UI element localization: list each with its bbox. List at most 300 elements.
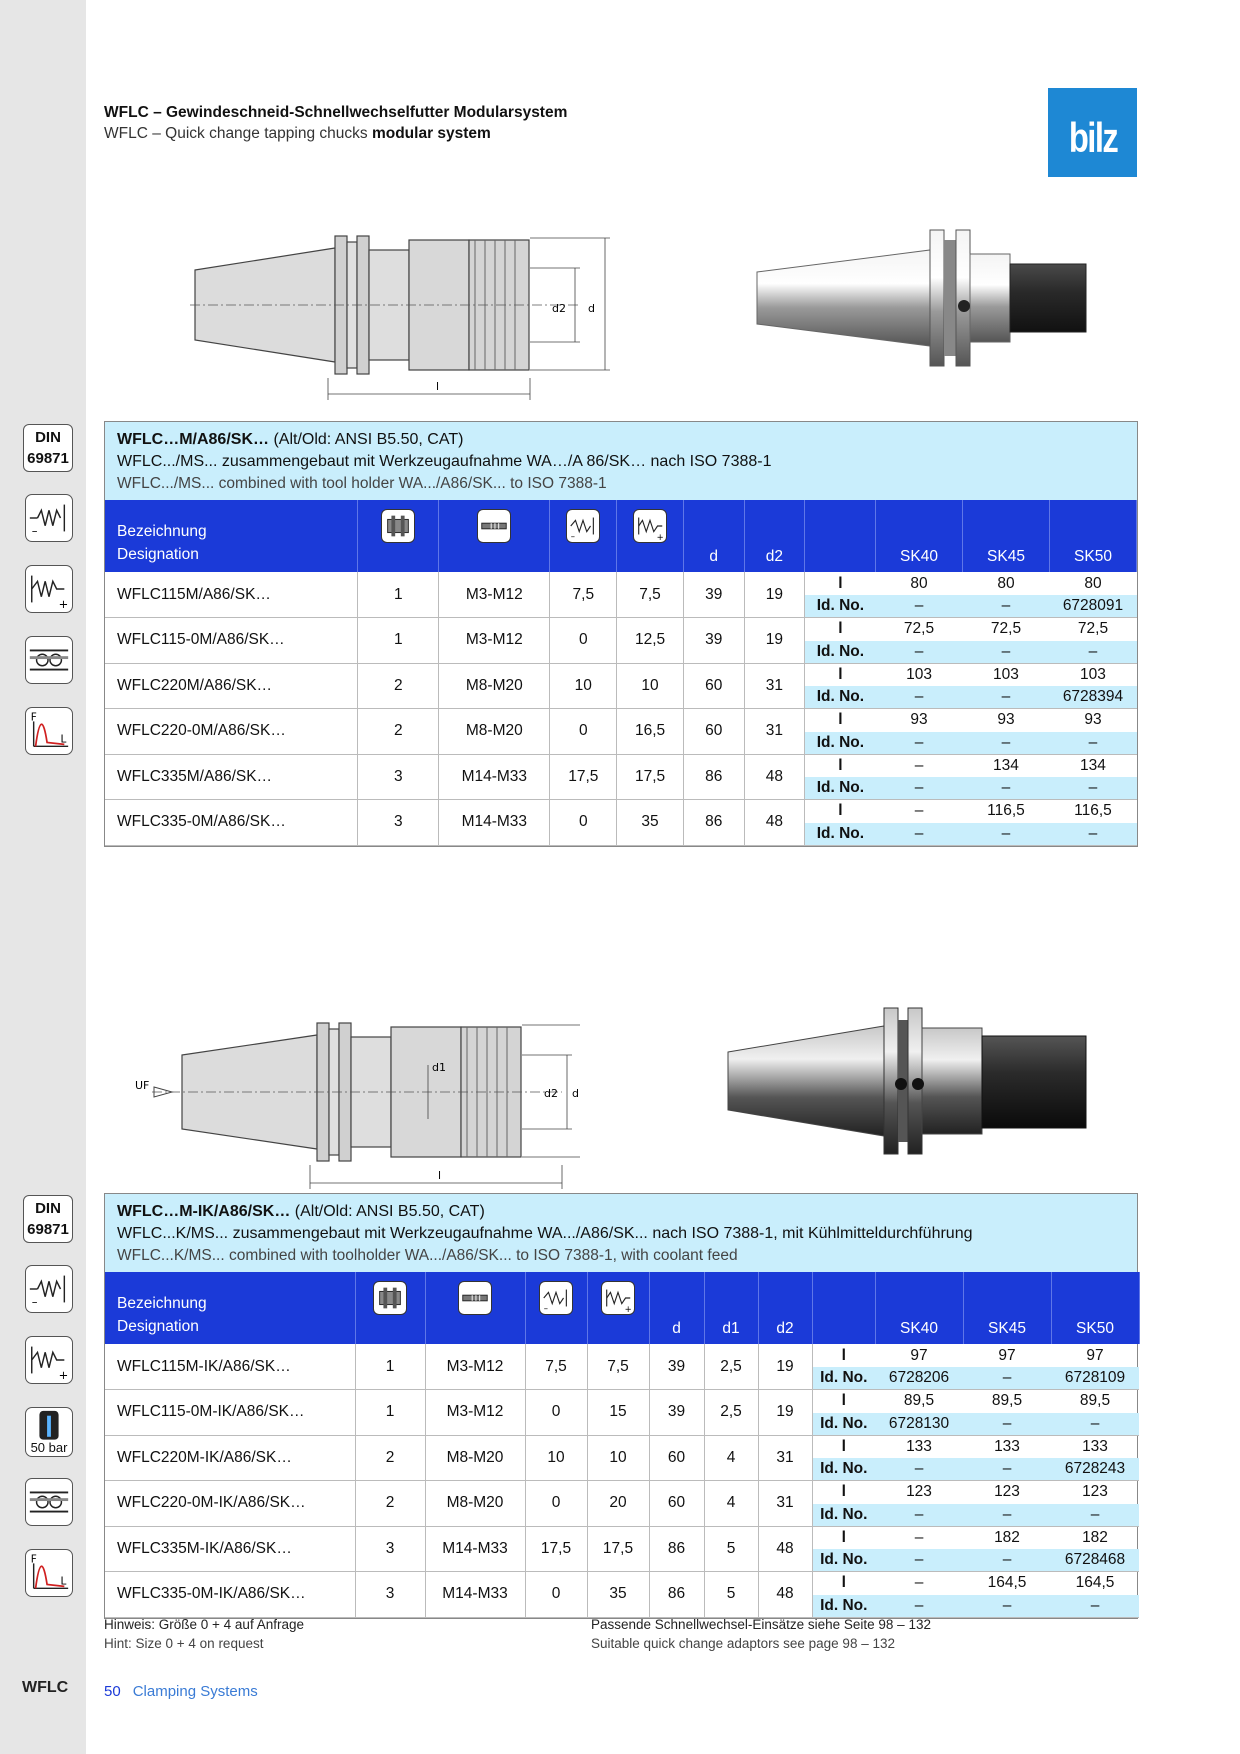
id-number: – <box>963 1367 1051 1390</box>
length-value: 80 <box>1084 574 1102 592</box>
id-number: – <box>876 732 963 755</box>
svg-text:+: + <box>58 1368 69 1383</box>
size-cell: 2 <box>358 709 439 755</box>
size-cell: 3 <box>358 754 439 800</box>
svg-text:–: – <box>571 531 576 542</box>
id-number: – <box>876 686 963 709</box>
designation-cell: WFLC220-0M-IK/A86/SK… <box>105 1481 355 1527</box>
id-number: – <box>1049 641 1136 664</box>
designation-cell: WFLC335-0M-IK/A86/SK… <box>105 1572 355 1618</box>
svg-text:+: + <box>624 1304 632 1314</box>
sk45-header: SK45 <box>963 500 1050 572</box>
d2-cell: 31 <box>744 709 805 755</box>
ball-drive-icon <box>25 636 73 684</box>
length-label: l <box>841 1574 846 1592</box>
chuck-size-icon <box>373 1281 407 1315</box>
id-label: Id. No. <box>805 686 876 709</box>
label-header <box>805 500 876 572</box>
c-cell: 0 <box>525 1572 587 1618</box>
length-label: l <box>838 620 843 638</box>
length-value: 89,5 <box>991 1392 1023 1410</box>
table-row <box>105 754 1137 777</box>
length-value: 97 <box>910 1346 928 1364</box>
size-cell: 2 <box>355 1435 425 1481</box>
uf-label: UF <box>135 1079 150 1092</box>
designation-cell: WFLC220M/A86/SK… <box>105 663 358 709</box>
length-value: 116,5 <box>987 802 1025 820</box>
d1-header: d1 <box>704 1272 758 1344</box>
section-title: WFLC…M/A86/SK… (Alt/Old: ANSI B5.50, CAT) <box>117 431 464 448</box>
designation-cell: WFLC335M-IK/A86/SK… <box>105 1526 355 1572</box>
id-number: – <box>1051 1413 1139 1436</box>
length-value: 123 <box>994 1483 1020 1501</box>
length-value: – <box>914 802 924 820</box>
id-number: – <box>875 1595 963 1618</box>
svg-text:–: – <box>31 524 38 539</box>
id-number: – <box>1049 823 1136 846</box>
length-value: 72,5 <box>990 620 1022 638</box>
bilz-logo: bilz <box>1048 88 1137 177</box>
c-cell: 0 <box>525 1481 587 1527</box>
range-cell: M3-M12 <box>439 618 550 664</box>
id-number: – <box>876 641 963 664</box>
length-value: – <box>914 1574 924 1592</box>
id-number: – <box>963 641 1050 664</box>
length-value: 182 <box>994 1528 1020 1546</box>
range-cell: M14-M33 <box>439 754 550 800</box>
t-cell: 35 <box>617 800 684 846</box>
id-number: – <box>963 595 1050 618</box>
size-cell: 1 <box>358 618 439 664</box>
adaptor-note-de: Passende Schnellwechsel-Einsätze siehe Seite 98 – 132 <box>591 1617 931 1632</box>
dim-d2-label: d2 <box>552 302 566 315</box>
d-cell: 86 <box>649 1526 704 1572</box>
section-header <box>105 1194 1137 1272</box>
t-cell: 17,5 <box>587 1526 649 1572</box>
technical-drawing-top <box>190 228 630 403</box>
expansion-icon <box>25 1336 73 1384</box>
section-desc-de: WFLC...K/MS... zusammengebaut mit Werkzeugaufnahme WA.../A86/SK... nach ISO 7388-1, mit Kühlmitteldurchführung <box>117 1225 973 1242</box>
tap-icon <box>458 1281 492 1315</box>
section-desc-en: WFLC...K/MS... combined with toolholder WA.../A86/SK... to ISO 7388-1, with coolant feed <box>117 1247 738 1264</box>
designation-cell: WFLC220-0M/A86/SK… <box>105 709 358 755</box>
c-cell: 7,5 <box>525 1344 587 1390</box>
force-length-icon <box>25 707 73 755</box>
table-row <box>105 709 1137 732</box>
id-number: – <box>1049 777 1136 800</box>
dim-l-label: l <box>436 380 440 393</box>
id-label: Id. No. <box>805 595 876 618</box>
document-title <box>104 102 567 144</box>
range-cell: M8-M20 <box>439 663 550 709</box>
dim-l-label: l <box>438 1169 442 1182</box>
sk50-header: SK50 <box>1051 1272 1139 1344</box>
thread-range-header <box>425 1272 525 1344</box>
compression-icon <box>25 494 73 542</box>
coolant-pressure-icon <box>25 1407 73 1457</box>
size-header <box>355 1272 425 1344</box>
c-cell: 17,5 <box>525 1526 587 1572</box>
d2-header: d2 <box>744 500 805 572</box>
id-label: Id. No. <box>805 823 876 846</box>
title-en: WFLC – Quick change tapping chucks modular system <box>104 125 491 142</box>
length-value: 93 <box>997 711 1015 729</box>
range-cell: M3-M12 <box>425 1390 525 1436</box>
d2-cell: 48 <box>744 754 805 800</box>
id-number: – <box>963 1595 1051 1618</box>
sk40-header: SK40 <box>875 1272 963 1344</box>
expansion-icon <box>601 1281 635 1315</box>
table-row <box>105 618 1137 641</box>
t-cell: 7,5 <box>587 1344 649 1390</box>
din-label: DIN <box>35 429 61 446</box>
length-label: l <box>838 665 843 683</box>
id-number: 6728468 <box>1051 1549 1139 1572</box>
table-row <box>105 1435 1139 1458</box>
id-number: – <box>875 1458 963 1481</box>
t-cell: 35 <box>587 1572 649 1618</box>
d-cell: 39 <box>649 1344 704 1390</box>
id-number: – <box>875 1549 963 1572</box>
length-value: 93 <box>1084 711 1102 729</box>
din-badge-2 <box>23 1195 73 1243</box>
range-cell: M8-M20 <box>425 1481 525 1527</box>
range-cell: M8-M20 <box>425 1435 525 1481</box>
length-value: 134 <box>1080 756 1106 774</box>
d-cell: 60 <box>683 663 744 709</box>
d2-cell: 48 <box>744 800 805 846</box>
length-value: 164,5 <box>1075 1574 1115 1592</box>
dim-d-label: d <box>588 302 595 315</box>
d2-cell: 48 <box>758 1572 812 1618</box>
range-cell: M14-M33 <box>425 1526 525 1572</box>
d2-cell: 19 <box>744 572 805 618</box>
id-number: – <box>963 732 1050 755</box>
d-cell: 86 <box>683 800 744 846</box>
length-value: 97 <box>1086 1346 1104 1364</box>
expansion-header <box>617 500 684 572</box>
footer-system: Clamping Systems <box>132 1683 258 1700</box>
id-number: – <box>876 823 963 846</box>
d2-cell: 48 <box>758 1526 812 1572</box>
d-cell: 39 <box>649 1390 704 1436</box>
d-cell: 60 <box>649 1481 704 1527</box>
expansion-header <box>587 1272 649 1344</box>
c-cell: 10 <box>525 1435 587 1481</box>
designation-cell: WFLC115-0M/A86/SK… <box>105 618 358 664</box>
table-header-row <box>105 500 1137 572</box>
designation-cell: WFLC115M-IK/A86/SK… <box>105 1344 355 1390</box>
dim-d2-label: d2 <box>544 1087 558 1100</box>
table-row <box>105 800 1137 823</box>
din-number: 69871 <box>27 1221 69 1238</box>
table-row <box>105 1526 1139 1549</box>
id-number: – <box>876 777 963 800</box>
length-value: 103 <box>993 665 1019 683</box>
id-number: 6728394 <box>1049 686 1136 709</box>
svg-text:L: L <box>60 1575 67 1588</box>
size-cell: 3 <box>358 800 439 846</box>
length-value: 72,5 <box>903 620 935 638</box>
d-cell: 86 <box>683 754 744 800</box>
section-coolant <box>104 1193 1138 1619</box>
sk50-header: SK50 <box>1049 500 1136 572</box>
section-header <box>105 422 1137 500</box>
length-value: 89,5 <box>1079 1392 1111 1410</box>
id-label: Id. No. <box>805 732 876 755</box>
t-cell: 12,5 <box>617 618 684 664</box>
id-number: – <box>963 1413 1051 1436</box>
length-label: l <box>838 802 843 820</box>
hint-note <box>104 1615 304 1653</box>
size-cell: 1 <box>355 1344 425 1390</box>
length-value: 89,5 <box>903 1392 935 1410</box>
length-value: 93 <box>910 711 928 729</box>
sk45-header: SK45 <box>963 1272 1051 1344</box>
size-cell: 1 <box>358 572 439 618</box>
id-label: Id. No. <box>805 777 876 800</box>
size-cell: 2 <box>355 1481 425 1527</box>
c-cell: 17,5 <box>550 754 617 800</box>
din-label: DIN <box>35 1200 61 1217</box>
length-value: 123 <box>906 1483 932 1501</box>
spec-table <box>105 500 1137 846</box>
table-body <box>105 572 1137 845</box>
length-label: l <box>841 1346 846 1364</box>
pressure-label: 50 bar <box>30 1440 68 1455</box>
length-value: 133 <box>906 1437 932 1455</box>
table-row <box>105 1572 1139 1595</box>
length-value: 72,5 <box>1077 620 1109 638</box>
length-label: l <box>841 1528 846 1546</box>
id-number: – <box>963 823 1050 846</box>
table-row <box>105 663 1137 686</box>
expansion-icon <box>25 565 73 613</box>
c-cell: 7,5 <box>550 572 617 618</box>
d1-cell: 2,5 <box>704 1390 758 1436</box>
length-value: 133 <box>1082 1437 1108 1455</box>
compression-header <box>525 1272 587 1344</box>
svg-text:F: F <box>30 711 37 724</box>
section-title: WFLC…M-IK/A86/SK… (Alt/Old: ANSI B5.50, CAT) <box>117 1203 485 1220</box>
id-number: – <box>963 777 1050 800</box>
length-value: – <box>914 756 924 774</box>
compression-icon <box>566 509 600 543</box>
thread-range-header <box>439 500 550 572</box>
expansion-icon <box>633 509 667 543</box>
size-cell: 3 <box>355 1572 425 1618</box>
spec-table <box>105 1272 1140 1618</box>
length-value: 134 <box>993 756 1019 774</box>
d-cell: 86 <box>649 1572 704 1618</box>
sk40-header: SK40 <box>876 500 963 572</box>
length-label: l <box>838 574 843 592</box>
label-header <box>812 1272 875 1344</box>
c-cell: 0 <box>525 1390 587 1436</box>
size-cell: 1 <box>355 1390 425 1436</box>
hint-en: Hint: Size 0 + 4 on request <box>104 1636 264 1651</box>
length-value: 97 <box>998 1346 1016 1364</box>
product-photo-bottom <box>726 1006 1088 1156</box>
id-label: Id. No. <box>805 641 876 664</box>
dim-d1-label: d1 <box>432 1061 446 1074</box>
tap-icon <box>477 509 511 543</box>
d2-cell: 19 <box>758 1344 812 1390</box>
size-header <box>358 500 439 572</box>
d1-cell: 5 <box>704 1572 758 1618</box>
id-number: 6728109 <box>1051 1367 1139 1390</box>
c-cell: 0 <box>550 618 617 664</box>
d-cell: 39 <box>683 618 744 664</box>
product-photo-top <box>752 228 1090 368</box>
d2-cell: 19 <box>758 1390 812 1436</box>
din-number: 69871 <box>27 450 69 467</box>
section-desc-de: WFLC.../MS... zusammengebaut mit Werkzeugaufnahme WA…/A 86/SK… nach ISO 7388-1 <box>117 453 772 470</box>
t-cell: 10 <box>587 1435 649 1481</box>
id-label: Id. No. <box>812 1413 875 1436</box>
id-number: – <box>1049 732 1136 755</box>
svg-text:F: F <box>30 1553 37 1566</box>
d-header: d <box>649 1272 704 1344</box>
svg-text:L: L <box>60 733 67 746</box>
c-cell: 10 <box>550 663 617 709</box>
force-length-icon <box>25 1549 73 1597</box>
technical-drawing-bottom <box>132 1015 582 1190</box>
t-cell: 17,5 <box>617 754 684 800</box>
d-cell: 60 <box>649 1435 704 1481</box>
section-desc-en: WFLC.../MS... combined with tool holder WA.../A86/SK... to ISO 7388-1 <box>117 475 607 492</box>
c-cell: 0 <box>550 800 617 846</box>
d2-cell: 31 <box>744 663 805 709</box>
id-number: – <box>963 686 1050 709</box>
id-number: – <box>876 595 963 618</box>
range-cell: M14-M33 <box>439 800 550 846</box>
d2-header: d2 <box>758 1272 812 1344</box>
length-label: l <box>841 1392 846 1410</box>
svg-text:+: + <box>656 532 664 542</box>
d1-cell: 4 <box>704 1481 758 1527</box>
table-body <box>105 1344 1139 1617</box>
din-badge <box>23 424 73 472</box>
table-header-row <box>105 1272 1139 1344</box>
compression-icon <box>25 1265 73 1313</box>
size-cell: 3 <box>355 1526 425 1572</box>
t-cell: 7,5 <box>617 572 684 618</box>
size-cell: 2 <box>358 663 439 709</box>
length-value: 116,5 <box>1074 802 1112 820</box>
d1-cell: 2,5 <box>704 1344 758 1390</box>
sidebar <box>0 0 86 1754</box>
id-number: 6728091 <box>1049 595 1136 618</box>
range-cell: M3-M12 <box>439 572 550 618</box>
d2-cell: 19 <box>744 618 805 664</box>
t-cell: 20 <box>587 1481 649 1527</box>
length-value: 80 <box>910 574 928 592</box>
id-label: Id. No. <box>812 1595 875 1618</box>
length-value: – <box>914 1528 924 1546</box>
table-row <box>105 1481 1139 1504</box>
table-row <box>105 572 1137 595</box>
range-cell: M14-M33 <box>425 1572 525 1618</box>
id-label: Id. No. <box>812 1549 875 1572</box>
dim-d-label: d <box>572 1087 579 1100</box>
length-label: l <box>841 1437 846 1455</box>
designation-cell: WFLC220M-IK/A86/SK… <box>105 1435 355 1481</box>
page-footer <box>104 1683 258 1700</box>
d1-cell: 5 <box>704 1526 758 1572</box>
id-number: – <box>1051 1504 1139 1527</box>
t-cell: 15 <box>587 1390 649 1436</box>
range-cell: M8-M20 <box>439 709 550 755</box>
id-number: – <box>1051 1595 1139 1618</box>
d2-cell: 31 <box>758 1435 812 1481</box>
designation-cell: WFLC115-0M-IK/A86/SK… <box>105 1390 355 1436</box>
page-number: 50 <box>104 1683 121 1700</box>
length-value: 182 <box>1082 1528 1108 1546</box>
section-standard <box>104 421 1138 847</box>
chuck-size-icon <box>381 509 415 543</box>
range-cell: M3-M12 <box>425 1344 525 1390</box>
compression-header <box>550 500 617 572</box>
id-number: 6728243 <box>1051 1458 1139 1481</box>
designation-cell: WFLC335M/A86/SK… <box>105 754 358 800</box>
id-label: Id. No. <box>812 1504 875 1527</box>
product-code: WFLC <box>22 1679 69 1696</box>
length-value: 103 <box>906 665 932 683</box>
id-label: Id. No. <box>812 1367 875 1390</box>
c-cell: 0 <box>550 709 617 755</box>
ball-drive-icon <box>25 1478 73 1526</box>
id-number: 6728206 <box>875 1367 963 1390</box>
d1-cell: 4 <box>704 1435 758 1481</box>
adaptor-note <box>591 1615 931 1653</box>
title-de: WFLC – Gewindeschneid-Schnellwechselfutter Modularsystem <box>104 104 568 121</box>
t-cell: 10 <box>617 663 684 709</box>
length-label: l <box>838 756 843 774</box>
length-value: 133 <box>994 1437 1020 1455</box>
hint-de: Hinweis: Größe 0 + 4 auf Anfrage <box>104 1617 304 1632</box>
adaptor-note-en: Suitable quick change adaptors see page 98 – 132 <box>591 1636 895 1651</box>
length-value: 123 <box>1082 1483 1108 1501</box>
compression-icon <box>539 1281 573 1315</box>
id-number: – <box>875 1504 963 1527</box>
d-header: d <box>683 500 744 572</box>
designation-header: Bezeichnung Designation <box>105 500 358 572</box>
t-cell: 16,5 <box>617 709 684 755</box>
table-row <box>105 1390 1139 1413</box>
designation-cell: WFLC115M/A86/SK… <box>105 572 358 618</box>
table-row <box>105 1344 1139 1367</box>
length-label: l <box>841 1483 846 1501</box>
svg-text:–: – <box>543 1303 548 1314</box>
d2-cell: 31 <box>758 1481 812 1527</box>
length-label: l <box>838 711 843 729</box>
id-label: Id. No. <box>812 1458 875 1481</box>
id-number: – <box>963 1458 1051 1481</box>
length-value: 164,5 <box>987 1574 1027 1592</box>
d-cell: 60 <box>683 709 744 755</box>
svg-text:–: – <box>31 1295 38 1310</box>
d-cell: 39 <box>683 572 744 618</box>
designation-header: Bezeichnung Designation <box>105 1272 355 1344</box>
length-value: 103 <box>1080 665 1106 683</box>
id-number: – <box>963 1504 1051 1527</box>
id-number: 6728130 <box>875 1413 963 1436</box>
designation-cell: WFLC335-0M/A86/SK… <box>105 800 358 846</box>
svg-text:+: + <box>58 597 69 612</box>
length-value: 80 <box>997 574 1015 592</box>
id-number: – <box>963 1549 1051 1572</box>
